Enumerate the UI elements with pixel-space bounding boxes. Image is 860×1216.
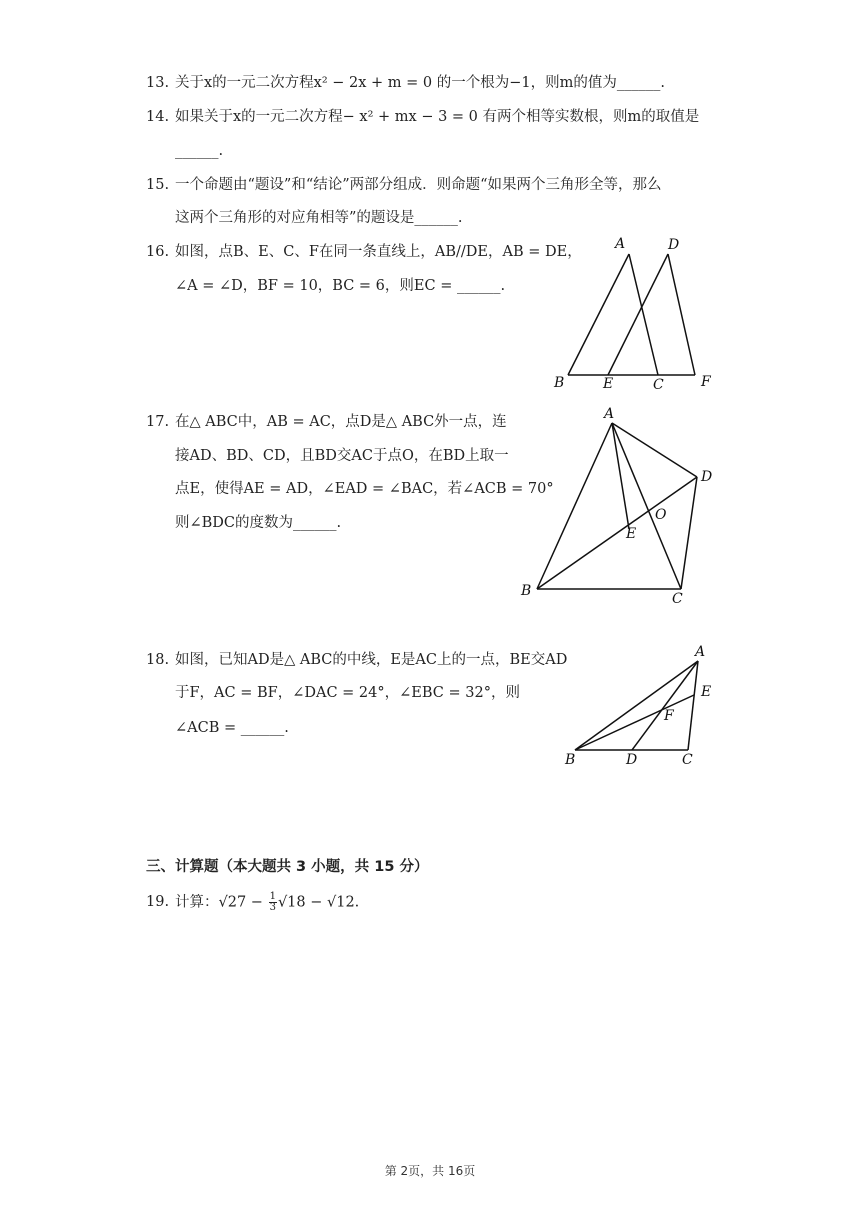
question-line: 这两个三角形的对应角相等”的题设是______.	[175, 210, 463, 226]
label-c: C	[672, 591, 683, 607]
figure-18	[560, 640, 720, 770]
figure-17	[515, 405, 715, 605]
segment-ab	[537, 423, 612, 589]
label-o: O	[655, 507, 667, 523]
question-line: 如图，点B、E、C、F在同一条直线上，AB//DE，AB = DE，	[175, 244, 582, 260]
question-line: ______.	[175, 143, 224, 159]
segment-cd	[681, 477, 697, 589]
question-number: 19.	[146, 894, 170, 910]
label-a: A	[615, 236, 626, 252]
q19-expr-b: √18 − √12.	[277, 894, 360, 911]
label-e: E	[603, 376, 614, 392]
question-number: 13.	[146, 75, 170, 91]
question-number: 18.	[146, 652, 170, 668]
label-d: D	[626, 752, 638, 768]
section-heading: 三、计算题（本大题共 3 小题，共 15 分）	[146, 859, 429, 875]
segment-de	[608, 254, 668, 375]
label-e: E	[626, 526, 637, 542]
question-line: 一个命题由“题设”和“结论”两部分组成．则命题“如果两个三角形全等，那么	[175, 177, 662, 193]
label-b: B	[521, 583, 532, 599]
question-line: 则∠BDC的度数为______.	[175, 515, 342, 531]
segment-be	[575, 695, 694, 750]
label-d: D	[668, 237, 680, 253]
figure-16	[550, 235, 720, 395]
question-line: 点E，使得AE = AD，∠EAD = ∠BAC，若∠ACB = 70°	[175, 481, 554, 497]
question-line: 如图，已知AD是△ ABC的中线，E是AC上的一点，BE交AD	[175, 652, 568, 668]
label-f: F	[701, 374, 711, 390]
question-line: 关于x的一元二次方程x² − 2x + m = 0 的一个根为−1，则m的值为______.	[175, 75, 665, 91]
segment-ac	[629, 254, 658, 375]
label-e: E	[701, 684, 712, 700]
question-number: 14.	[146, 109, 170, 125]
label-f: F	[664, 708, 674, 724]
segment-ad	[632, 661, 698, 750]
question-number: 16.	[146, 244, 170, 260]
segment-ae	[612, 423, 629, 529]
segment-ac	[688, 661, 698, 750]
label-d: D	[701, 469, 713, 485]
question-line: 于F，AC = BF，∠DAC = 24°，∠EBC = 32°，则	[175, 685, 520, 701]
question-number: 15.	[146, 177, 170, 193]
q19-expr-a: √27 −	[218, 894, 263, 911]
fraction-denominator: 3	[269, 902, 276, 913]
question-number: 17.	[146, 414, 170, 430]
segment-ab	[575, 661, 698, 750]
question-line: 如果关于x的一元二次方程− x² + mx − 3 = 0 有两个相等实数根，则m的取值是	[175, 109, 700, 125]
fraction	[269, 892, 277, 913]
label-a: A	[695, 644, 706, 660]
q19-prefix: 计算：	[175, 894, 219, 911]
segment-ac	[612, 423, 681, 589]
question-line	[175, 892, 359, 913]
label-b: B	[565, 752, 576, 768]
question-line: ∠ACB = ______.	[175, 720, 289, 736]
segment-df	[668, 254, 695, 375]
question-line: 在△ ABC中，AB = AC，点D是△ ABC外一点，连	[175, 414, 507, 430]
segment-ad	[612, 423, 697, 477]
question-line: ∠A = ∠D，BF = 10，BC = 6，则EC = ______.	[175, 278, 506, 294]
page-footer: 第 2页，共 16页	[384, 1164, 476, 1178]
segment-bd	[537, 477, 697, 589]
segment-ab	[568, 254, 629, 375]
question-line: 接AD、BD、CD，且BD交AC于点O，在BD上取一	[175, 448, 509, 464]
label-c: C	[682, 752, 693, 768]
label-c: C	[653, 377, 664, 393]
fraction-numerator: 1	[269, 891, 276, 902]
label-a: A	[604, 406, 615, 422]
label-b: B	[554, 375, 565, 391]
